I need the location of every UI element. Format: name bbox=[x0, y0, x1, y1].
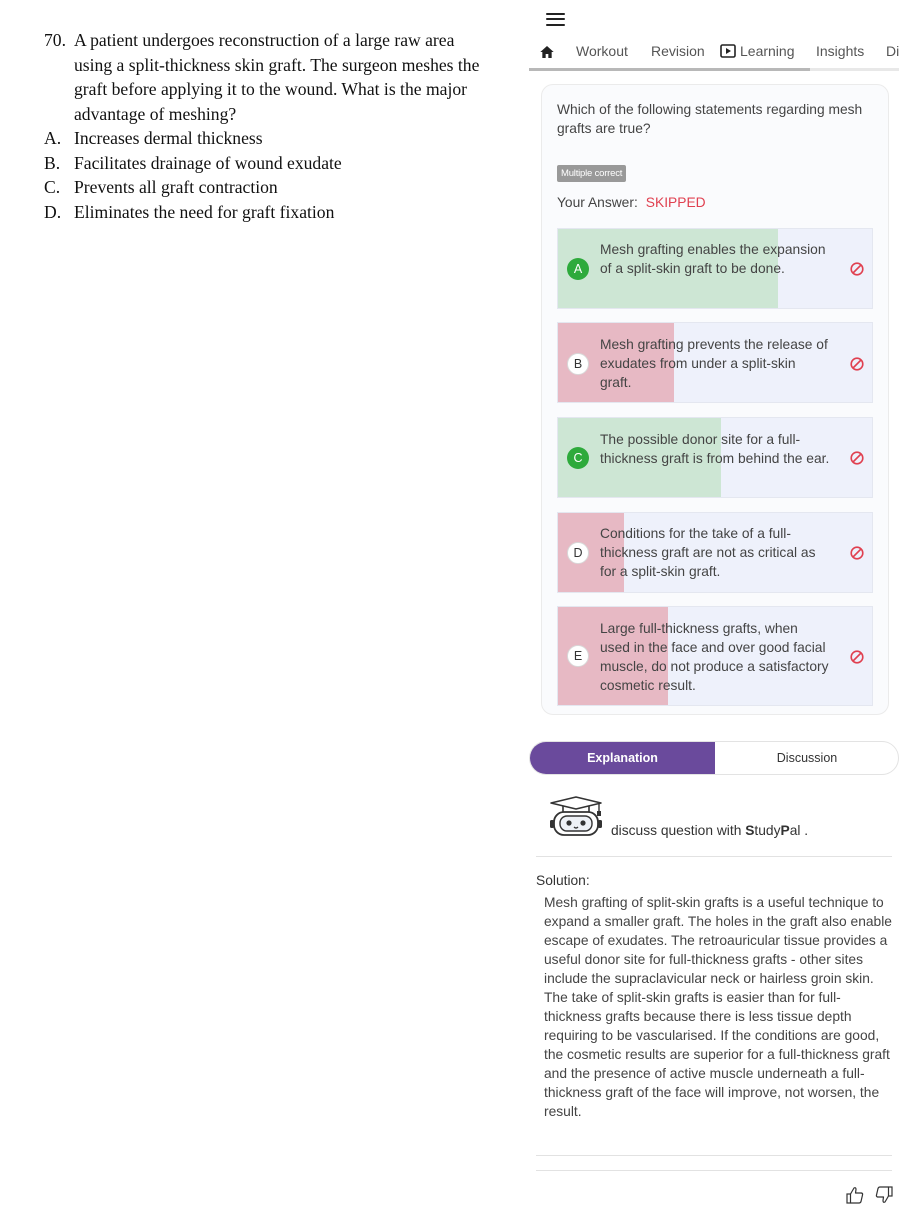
studypal-link[interactable] bbox=[611, 823, 808, 838]
option-letter: D. bbox=[44, 201, 62, 222]
solution-text: Mesh grafting of split-skin grafts is a useful technique to expand a smaller graft. The holes in the graft also enable escape of exudates. The retroauricular tissue provides a useful donor site for full-thickness grafts - other sites include the supraclavicular neck or hairless groin skin. The take of split-skin grafts is easier than for full-thickness grafts because there is less tissue depth requiring to be vascularised. If the conditions are good, the cosmetic results are superior for a full-thickness graft and the presence of active muscle underneath a full-thickness graft of the face will improve, not worsen, the result. bbox=[544, 895, 892, 1119]
thumbs-down-icon[interactable] bbox=[874, 1185, 894, 1205]
option-letter-badge: D bbox=[567, 542, 589, 564]
answer-option-c[interactable] bbox=[557, 417, 873, 498]
option-letter-badge: A bbox=[567, 258, 589, 280]
option-text: The possible donor site for a full-thickness graft is from behind the ear. bbox=[600, 432, 830, 466]
studypal-p-rest: al . bbox=[789, 823, 809, 838]
option-text: Conditions for the take of a full-thickness graft are not as critical as for a split-skin graft. bbox=[600, 526, 816, 579]
play-box-icon bbox=[720, 44, 736, 58]
option-text: Large full-thickness grafts, when used in the face and over good facial muscle, do not produce a satisfactory cosmetic result. bbox=[600, 621, 829, 693]
not-answered-icon bbox=[850, 357, 864, 371]
option-letter: B. bbox=[44, 152, 61, 173]
question-option-c bbox=[44, 175, 484, 200]
thumbs-up-icon[interactable] bbox=[845, 1185, 865, 1205]
answer-card bbox=[541, 84, 889, 715]
studypal-prefix: discuss question with bbox=[611, 823, 746, 838]
divider bbox=[536, 856, 892, 857]
your-answer-status: SKIPPED bbox=[645, 195, 706, 210]
studypal-s-rest: tudy bbox=[754, 823, 781, 838]
question-option-d bbox=[44, 200, 484, 225]
answer-option-d[interactable] bbox=[557, 512, 873, 593]
option-text: Eliminates the need for graft fixation bbox=[74, 201, 335, 222]
option-text: Increases dermal thickness bbox=[74, 128, 263, 148]
not-answered-icon bbox=[850, 262, 864, 276]
robot-graduate-icon[interactable] bbox=[548, 794, 604, 838]
option-text: Mesh grafting enables the expansion of a split-skin graft to be done. bbox=[600, 242, 826, 276]
question-number: 70. bbox=[44, 30, 66, 50]
option-letter: C. bbox=[44, 177, 61, 197]
your-answer-label: Your Answer: bbox=[557, 195, 638, 210]
question-text: A patient undergoes reconstruction of a large raw area using a split-thickness skin graft. The surgeon meshes the graft before applying it to the wound. What is the major advantage of meshing? bbox=[74, 30, 480, 124]
nav-workout[interactable]: Workout bbox=[576, 43, 628, 59]
your-answer bbox=[557, 195, 706, 210]
solution-label: Solution: bbox=[536, 873, 590, 888]
option-text: Mesh grafting prevents the release of exudates from under a split-skin graft. bbox=[600, 337, 828, 390]
tab-discussion[interactable]: Discussion bbox=[776, 751, 838, 765]
question-stem bbox=[44, 28, 484, 126]
not-answered-icon bbox=[850, 546, 864, 560]
top-nav bbox=[529, 38, 899, 72]
explanation-tabs bbox=[529, 741, 899, 775]
option-text: Facilitates drainage of wound exudate bbox=[74, 152, 342, 173]
option-text: Prevents all graft contraction bbox=[74, 177, 278, 197]
question-option-a bbox=[44, 126, 484, 151]
nav-more[interactable]: Di bbox=[886, 43, 899, 59]
question-option-b bbox=[44, 151, 484, 176]
option-letter-badge: E bbox=[567, 645, 589, 667]
divider bbox=[536, 1170, 892, 1171]
home-icon[interactable] bbox=[539, 44, 555, 60]
nav-learning[interactable]: Learning bbox=[740, 43, 795, 59]
not-answered-icon bbox=[850, 650, 864, 664]
studypal-s: S bbox=[745, 823, 755, 838]
question-panel bbox=[44, 28, 484, 224]
nav-active-indicator bbox=[529, 68, 810, 71]
nav-insights[interactable]: Insights bbox=[816, 43, 865, 59]
nav-revision[interactable]: Revision bbox=[651, 43, 705, 59]
option-letter-badge: C bbox=[567, 447, 589, 469]
option-letter-badge: B bbox=[567, 353, 589, 375]
multiple-correct-badge: Multiple correct bbox=[557, 165, 626, 182]
studypal-p: P bbox=[780, 823, 790, 838]
answer-option-e[interactable] bbox=[557, 606, 873, 706]
not-answered-icon bbox=[850, 451, 864, 465]
answer-option-a[interactable] bbox=[557, 228, 873, 309]
option-letter: A. bbox=[44, 128, 62, 148]
answer-option-b[interactable] bbox=[557, 322, 873, 403]
tab-explanation[interactable]: Explanation bbox=[530, 742, 715, 774]
card-question: Which of the following statements regarding mesh grafts are true? bbox=[557, 102, 863, 136]
divider bbox=[536, 1155, 892, 1156]
hamburger-menu-icon[interactable] bbox=[546, 12, 565, 27]
